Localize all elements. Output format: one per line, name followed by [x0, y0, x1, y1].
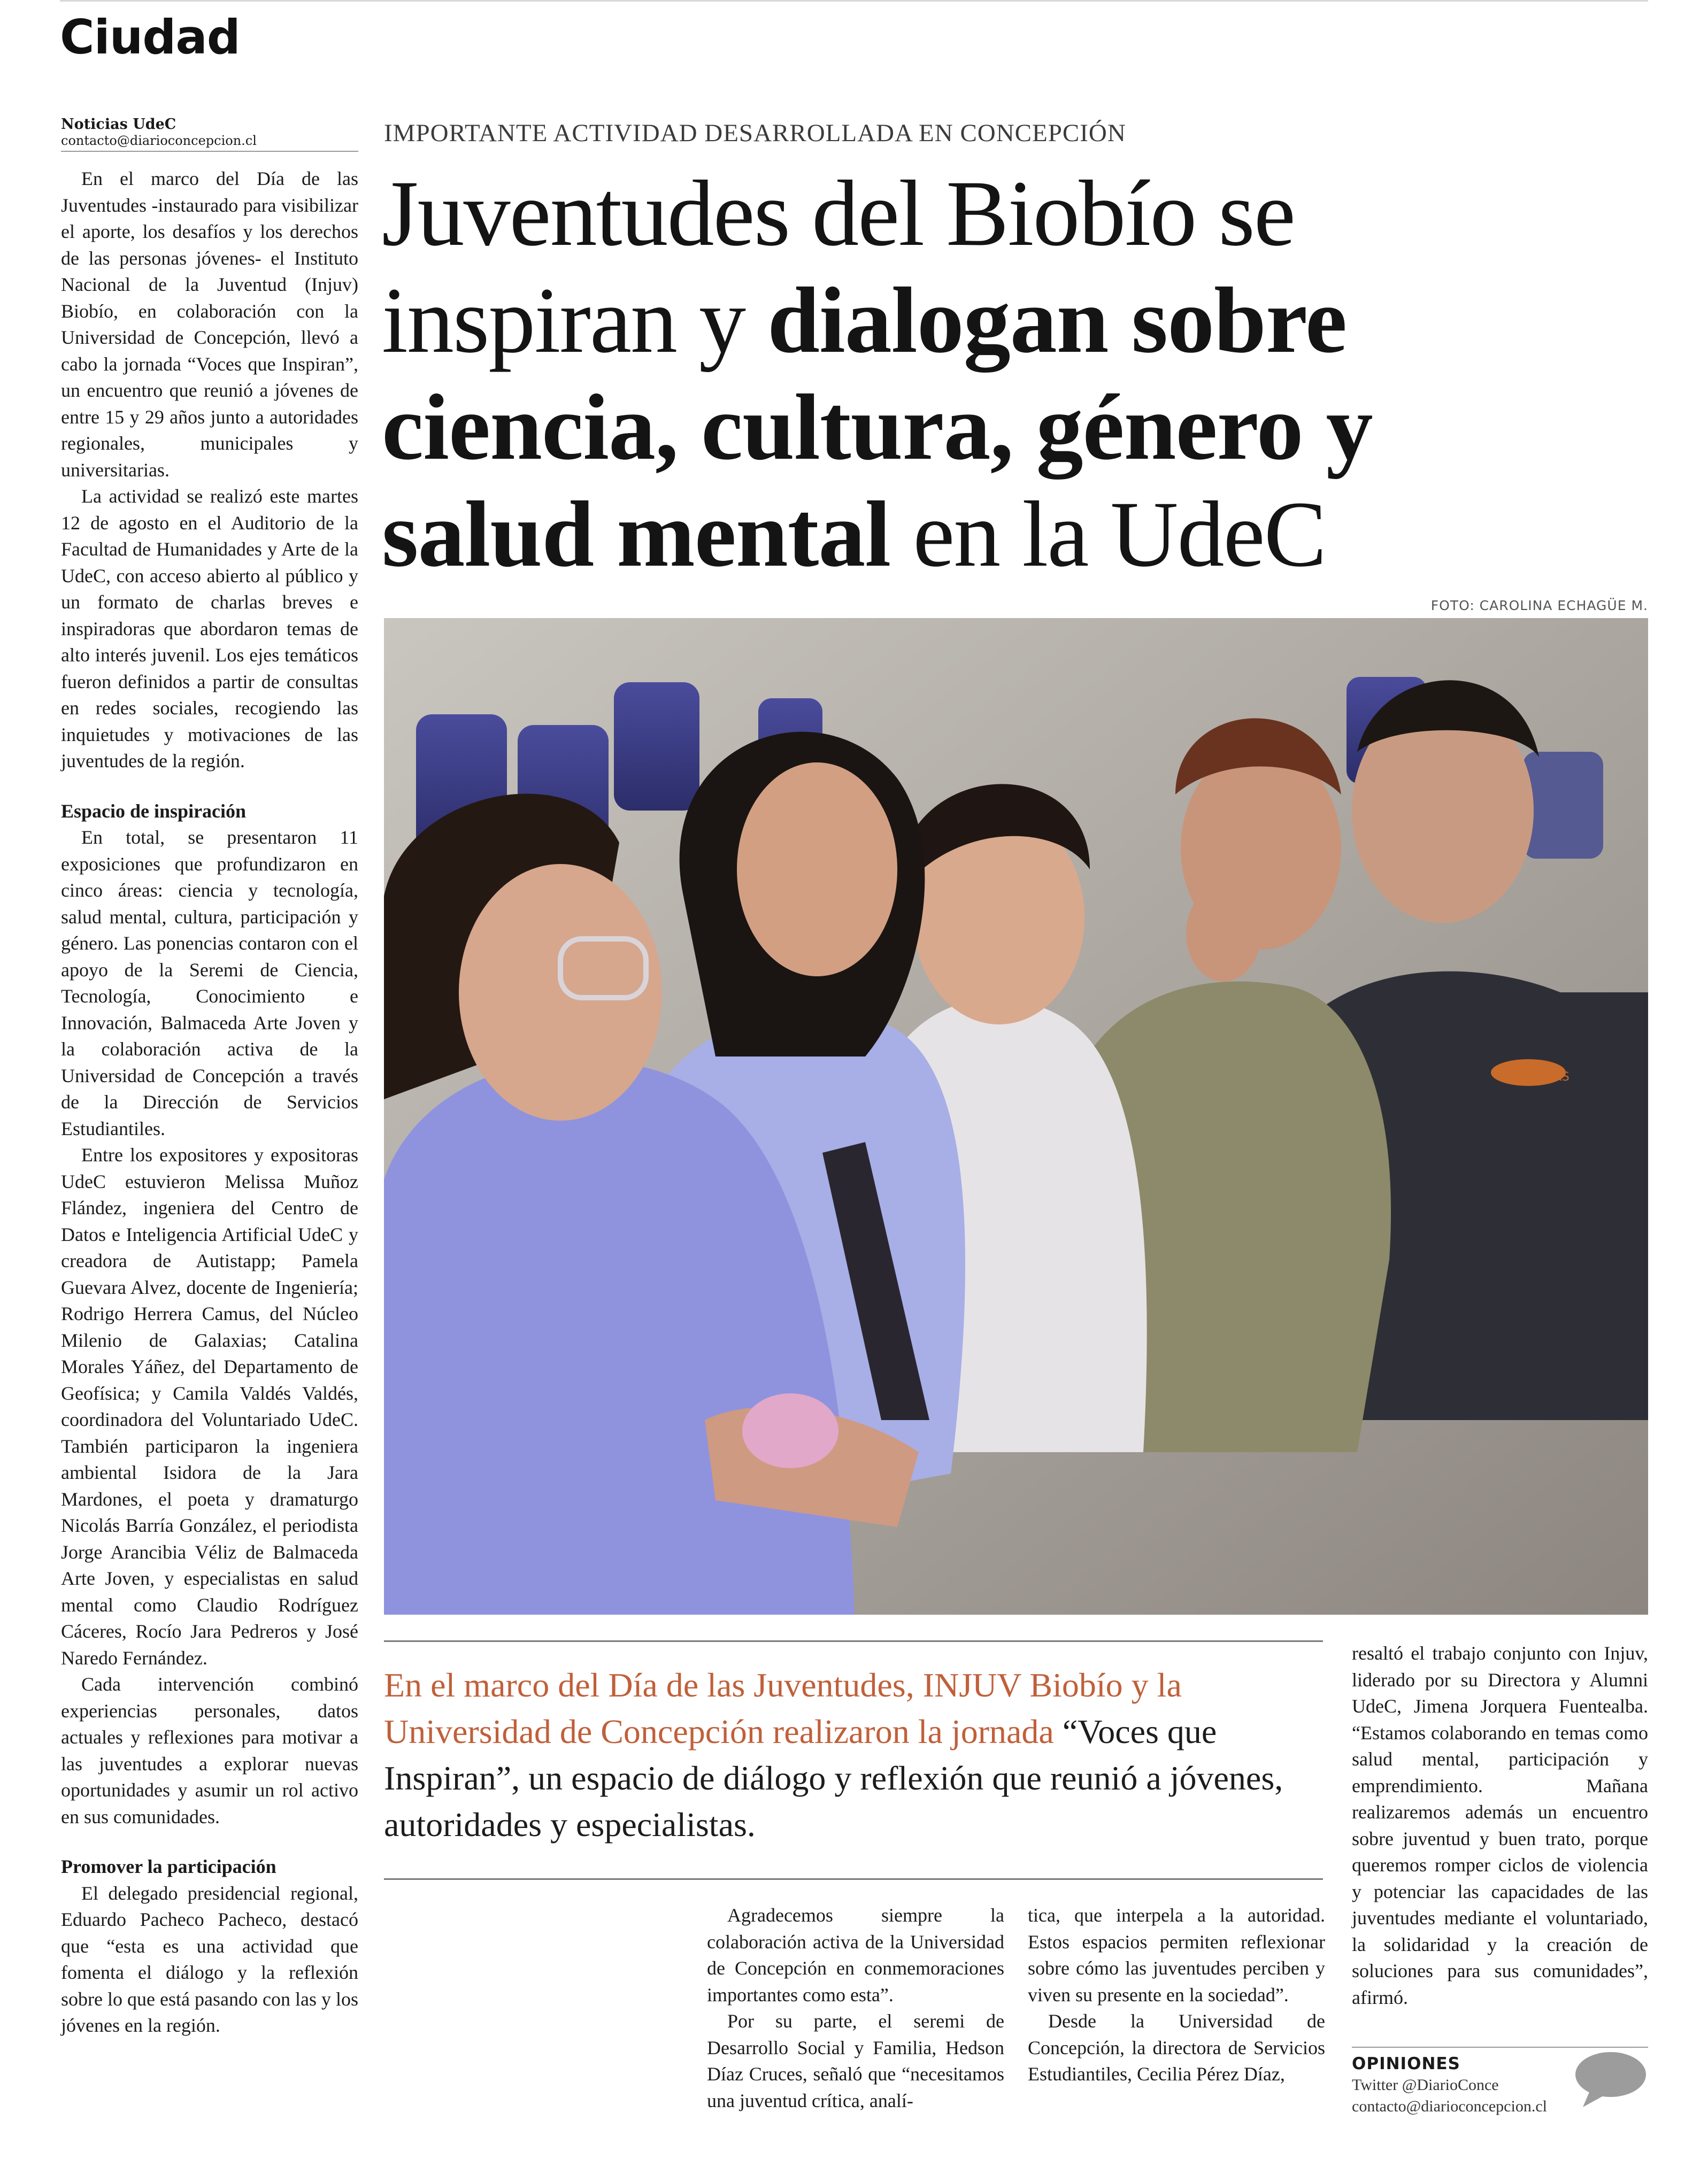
- opiniones-title: OPINIONES: [1352, 2054, 1460, 2073]
- paragraph: En el marco del Día de las Juventudes -instaurado para visibilizar el aporte, los desafíos y los derechos de las personas jóvenes- el Instituto Nacional de la Juventud (Injuv) Biobío, en colaboración con la Universidad de Concepción, llevó a cabo la jornada “Voces que Inspiran”, un encuentro que reunió a jóvenes de entre 15 y 29 años junto a autoridades regionales, municipales y universitarias.: [61, 168, 358, 481]
- photo-illustration: [384, 618, 1648, 1615]
- paragraph: resaltó el trabajo conjunto con Injuv, liderado por su Directora y Alumni UdeC, Jimena Jorquera Fuentealba. “Estamos colaborando en temas como salud mental, participación y emprendimiento. Mañana realizaremos además un encuentro sobre juventud y buen trato, porque queremos romper ciclos de violencia y potenciar las capacidades de las juventudes mediante el voluntariado, la solidaridad y la creación de soluciones para sus comunidades”, afirmó.: [1352, 1642, 1648, 2008]
- byline: [61, 117, 358, 152]
- paragraph: La actividad se realizó este martes 12 de agosto en el Auditorio de la Facultad de Humanidades y Arte de la UdeC, con acceso abierto al público y un formato de charlas breves e inspiradoras que abordaron temas de alto interés juvenil. Los ejes temáticos fueron definidos a partir de consultas en redes sociales, recogiendo las inquietudes y motivaciones de las juventudes de la región.: [61, 485, 358, 772]
- article-column-3: [1028, 1902, 1325, 2088]
- opiniones-twitter[interactable]: Twitter @DiarioConce: [1352, 2076, 1499, 2094]
- section-label: Ciudad: [60, 10, 240, 65]
- paragraph: El delegado presidencial regional, Eduardo Pacheco Pacheco, destacó que “esta es una actividad que fomenta el diálogo y la reflexión sobre lo que está pasando con las y los jóvenes en la región.: [61, 1882, 358, 2036]
- top-rule: [60, 0, 1648, 2]
- lead-top-rule: [384, 1640, 1323, 1642]
- article-column-4: [1352, 1640, 1648, 2011]
- lead-accent: En el marco del Día de las Juventudes, INJUV Biobío y la Universidad de Concepción realizaron la jornada: [384, 1666, 1182, 1750]
- paragraph: Agradecemos siempre la colaboración activa de la Universidad de Concepción en conmemoraciones importantes como esta”.: [707, 1904, 1004, 2006]
- headline-line2-bold: dialogan sobre: [767, 268, 1347, 373]
- lead-rest: “Voces que Inspiran”, un espacio de diálogo y reflexión que reunió a jóvenes, autoridades y especialistas.: [384, 1713, 1283, 1844]
- speech-bubble-icon: [1573, 2050, 1648, 2111]
- opiniones-email[interactable]: contacto@diarioconcepcion.cl: [1352, 2097, 1547, 2115]
- jacket-print: TUMBERS: [1512, 1070, 1569, 1084]
- subheading-promover: Promover la participación: [61, 1856, 276, 1877]
- headline-line1: Juventudes del Biobío se: [382, 161, 1295, 266]
- headline-line3-bold: ciencia, cultura, género y: [382, 375, 1373, 480]
- paragraph: Desde la Universidad de Concepción, la directora de Servicios Estudiantiles, Cecilia Pérez Díaz,: [1028, 2010, 1325, 2085]
- lead-paragraph: [384, 1662, 1323, 1848]
- paragraph: Entre los expositores y expositoras UdeC estuvieron Melissa Muñoz Flández, ingeniera del Centro de Datos e Inteligencia Artificial UdeC y creadora de Autistapp; Pamela Guevara Alvez, docente de Ingeniería; Rodrigo Herrera Camus, del Núcleo Milenio de Galaxias; Catalina Morales Yáñez, del Departamento de Geofísica; y Camila Valdés Valdés, coordinadora del Voluntariado UdeC. También participaron la ingeniera ambiental Isidora de la Jara Mardones, el poeta y dramaturgo Nicolás Barría González, el periodista Jorge Arancibia Véliz de Balmaceda Arte Joven, y especialistas en salud mental como Claudio Rodríguez Cáceres, Rocío Jara Pedreros y José Naredo Fernández.: [61, 1144, 358, 1669]
- byline-name: Noticias UdeC: [61, 116, 176, 133]
- scrunchie: [742, 1393, 838, 1468]
- paragraph: Por su parte, el seremi de Desarrollo Social y Familia, Hedson Díaz Cruces, señaló que “necesitamos una juventud crítica, analí-: [707, 2010, 1004, 2111]
- opiniones-rule: [1352, 2047, 1648, 2048]
- paragraph: En total, se presentaron 11 exposiciones que profundizaron en cinco áreas: ciencia y tecnología, salud mental, cultura, participación y género. Las ponencias contaron con el apoyo de la Seremi de Ciencia, Tecnología, Conocimiento e Innovación, Balmaceda Arte Joven y la colaboración activa de la Universidad de Concepción a través de la Dirección de Servicios Estudiantiles.: [61, 827, 358, 1139]
- kicker: IMPORTANTE ACTIVIDAD DESARROLLADA EN CONCEPCIÓN: [384, 119, 1126, 147]
- news-photo: [384, 618, 1648, 1615]
- byline-email[interactable]: contacto@diarioconcepcion.cl: [61, 133, 257, 148]
- article-column-1: [61, 166, 358, 2039]
- lead-bottom-rule: [384, 1878, 1323, 1880]
- headline-line2-normal: inspiran y: [382, 268, 768, 373]
- photo-credit: FOTO: CAROLINA ECHAGÜE M.: [1430, 598, 1648, 613]
- paragraph: Cada intervención combinó experiencias personales, datos actuales y reflexiones para motivar a las juventudes a explorar nuevas oportunidades y asumir un rol activo en sus comunidades.: [61, 1674, 358, 1827]
- subheading-espacio: Espacio de inspiración: [61, 800, 247, 822]
- headline-line4-bold: salud mental: [382, 482, 891, 587]
- headline: [382, 160, 1649, 588]
- paragraph: tica, que interpela a la autoridad. Estos espacios permiten reflexionar sobre cómo las juventudes perciben y viven su presente en la sociedad”.: [1028, 1904, 1325, 2006]
- headline-line4-normal: en la UdeC: [890, 482, 1326, 587]
- article-column-2: [707, 1902, 1004, 2114]
